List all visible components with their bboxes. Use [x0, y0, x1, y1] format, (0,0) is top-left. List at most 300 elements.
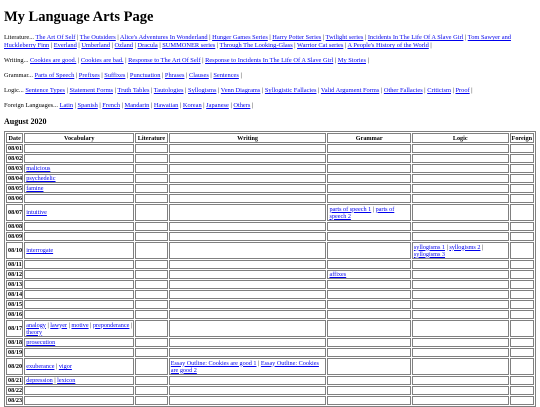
- vocabulary-cell: [24, 270, 134, 279]
- logic-cell: [412, 260, 509, 269]
- nav-link[interactable]: French: [102, 102, 121, 109]
- separator: |: [97, 102, 103, 109]
- nav-link[interactable]: Japanese: [206, 102, 229, 109]
- separator: |: [149, 87, 154, 94]
- nav-link[interactable]: Through The Looking-Glass: [219, 42, 293, 49]
- logic-cell: [412, 300, 509, 309]
- table-row: [6, 320, 534, 337]
- logic-cell: [412, 396, 509, 405]
- table-row: [6, 280, 534, 289]
- table-row: [6, 338, 534, 347]
- nav-link[interactable]: Syllogisms: [188, 87, 217, 94]
- vocabulary-cell: [24, 376, 134, 385]
- entry-link[interactable]: interrogate: [26, 247, 54, 254]
- grammar-cell: [327, 222, 410, 231]
- separator: |: [120, 102, 125, 109]
- logic-cell: [412, 280, 509, 289]
- vocabulary-cell: [24, 338, 134, 347]
- nav-link[interactable]: Criticism: [427, 87, 451, 94]
- grammar-cell: [327, 242, 410, 259]
- table-row: [6, 174, 534, 183]
- vocabulary-cell: [24, 204, 134, 221]
- table-row: [6, 376, 534, 385]
- grammar-cell: [327, 280, 410, 289]
- nav-link[interactable]: Response to Incidents In The Life Of A Slave Girl: [205, 57, 334, 64]
- writing-cell: [169, 164, 327, 173]
- vocabulary-cell: [24, 144, 134, 153]
- nav-link[interactable]: Parts of Speech: [34, 72, 75, 79]
- entry-link[interactable]: analogy: [26, 321, 46, 329]
- entry-link[interactable]: theory: [26, 328, 43, 336]
- table-row: [6, 358, 534, 375]
- entry-link[interactable]: Essay Outline: Cookies are good 1: [170, 359, 257, 367]
- nav-link[interactable]: Everland: [53, 42, 77, 49]
- table-row: [6, 222, 534, 231]
- literature-cell: [135, 396, 168, 405]
- nav-link[interactable]: Sentences: [213, 72, 239, 79]
- entry-link[interactable]: preponderance: [92, 321, 130, 329]
- separator: |: [88, 321, 93, 329]
- nav-line: [4, 57, 536, 65]
- date-cell: 08/15: [8, 301, 23, 308]
- separator: |: [250, 102, 254, 109]
- separator: |: [363, 34, 368, 41]
- entry-link[interactable]: lawyer: [50, 321, 68, 329]
- separator: |: [76, 57, 81, 64]
- nav-link[interactable]: The Art Of Self: [35, 34, 76, 41]
- literature-cell: [135, 154, 168, 163]
- date-cell: 08/08: [8, 223, 23, 230]
- table-row: [6, 310, 534, 319]
- vocabulary-cell: [24, 174, 134, 183]
- nav-prefix: Writing...: [4, 57, 29, 64]
- calendar-table: [4, 131, 536, 407]
- foreign-cell: [510, 144, 534, 153]
- nav-link[interactable]: Clauses: [188, 72, 209, 79]
- entry-link[interactable]: vigor: [58, 363, 72, 370]
- entry-link[interactable]: syllogisms 3: [413, 250, 446, 258]
- nav-link[interactable]: Sentence Types: [25, 87, 66, 94]
- logic-cell: [412, 320, 509, 337]
- separator: |: [256, 359, 261, 367]
- separator: |: [238, 72, 242, 79]
- literature-cell: [135, 194, 168, 203]
- logic-cell: [412, 242, 509, 259]
- writing-cell: [169, 386, 327, 395]
- grammar-cell: [327, 260, 410, 269]
- separator: |: [65, 87, 70, 94]
- entry-link[interactable]: prosecution: [26, 339, 56, 346]
- writing-cell: [169, 204, 327, 221]
- nav-link[interactable]: Korean: [182, 102, 202, 109]
- logic-cell: [412, 348, 509, 357]
- date-cell: 08/16: [8, 311, 23, 318]
- separator: |: [75, 34, 80, 41]
- table-row: [6, 232, 534, 241]
- entry-link[interactable]: famine: [26, 185, 44, 192]
- nav-link[interactable]: Punctuation: [129, 72, 161, 79]
- separator: |: [49, 42, 54, 49]
- nav-link[interactable]: Venn Diagrams: [220, 87, 261, 94]
- grammar-cell: [327, 174, 410, 183]
- vocabulary-cell: [24, 358, 134, 375]
- date-cell: 08/20: [6, 358, 23, 375]
- nav-link[interactable]: Valid Argument Forms: [320, 87, 380, 94]
- date-cell: 08/05: [8, 185, 23, 192]
- nav-link[interactable]: Phrases: [164, 72, 185, 79]
- grammar-cell: [327, 338, 410, 347]
- writing-cell: [169, 144, 327, 153]
- separator: |: [343, 42, 348, 49]
- table-row: [6, 194, 534, 203]
- literature-cell: [135, 338, 168, 347]
- entry-link[interactable]: depression: [26, 377, 53, 384]
- writing-cell: [169, 280, 327, 289]
- literature-cell: [135, 222, 168, 231]
- writing-cell: [169, 396, 327, 405]
- separator: |: [113, 87, 118, 94]
- grammar-cell: [327, 348, 410, 357]
- foreign-cell: [510, 232, 534, 241]
- nav-link[interactable]: Suffixes: [104, 72, 126, 79]
- literature-cell: [135, 260, 168, 269]
- literature-cell: [135, 376, 168, 385]
- foreign-cell: [510, 396, 534, 405]
- nav-link[interactable]: My Stories: [337, 57, 366, 64]
- nav-link[interactable]: Syllogistic Fallacies: [264, 87, 317, 94]
- separator: |: [157, 42, 163, 49]
- foreign-cell: [510, 338, 534, 347]
- separator: |: [366, 57, 369, 64]
- column-header: Writing: [169, 133, 327, 143]
- foreign-cell: [510, 280, 534, 289]
- column-header: Date: [6, 133, 23, 143]
- column-header: Foreign: [511, 134, 533, 142]
- nav-prefix: Literature...: [4, 34, 34, 41]
- separator: |: [184, 72, 189, 79]
- table-row: [6, 164, 534, 173]
- entry-link[interactable]: lexicon: [57, 377, 76, 384]
- grammar-cell: [327, 320, 410, 337]
- vocabulary-cell: [24, 222, 134, 231]
- writing-cell: [169, 338, 327, 347]
- logic-cell: [412, 204, 509, 221]
- nav-link[interactable]: Mandarin: [124, 102, 150, 109]
- foreign-cell: [510, 242, 534, 259]
- literature-cell: [135, 184, 168, 193]
- entry-link[interactable]: motive: [71, 321, 89, 329]
- grammar-cell: [327, 290, 410, 299]
- grammar-cell: [327, 194, 410, 203]
- nav-link[interactable]: Statement Forms: [69, 87, 114, 94]
- separator: |: [115, 34, 120, 41]
- date-cell: 08/09: [8, 233, 23, 240]
- date-cell: 08/12: [8, 271, 23, 278]
- separator: |: [200, 57, 206, 64]
- literature-cell: [135, 164, 168, 173]
- date-cell: 08/18: [8, 339, 23, 346]
- date-cell: 08/23: [8, 397, 23, 404]
- separator: |: [428, 42, 432, 49]
- vocabulary-cell: [24, 232, 134, 241]
- grammar-cell: [327, 154, 410, 163]
- nav-link[interactable]: Proof: [455, 87, 470, 94]
- vocabulary-cell: [24, 194, 134, 203]
- nav-link[interactable]: Incidents In The Life Of A Slave Girl: [367, 34, 464, 41]
- foreign-cell: [510, 386, 534, 395]
- date-cell: 08/21: [8, 377, 23, 384]
- date-cell: 08/01: [8, 145, 23, 152]
- writing-cell: [169, 358, 327, 375]
- separator: |: [292, 42, 298, 49]
- table-row: [6, 242, 534, 259]
- separator: |: [45, 321, 51, 329]
- table-header-row: [6, 133, 534, 143]
- writing-cell: [169, 260, 327, 269]
- table-row: [6, 260, 534, 269]
- column-header: Logic: [412, 133, 509, 143]
- separator: |: [201, 102, 207, 109]
- date-cell: 08/02: [8, 155, 23, 162]
- vocabulary-cell: [24, 300, 134, 309]
- logic-cell: [412, 222, 509, 231]
- foreign-cell: [510, 348, 534, 357]
- grammar-cell: [327, 184, 410, 193]
- logic-cell: [412, 194, 509, 203]
- table-row: [6, 184, 534, 193]
- writing-cell: [169, 348, 327, 357]
- separator: |: [422, 87, 428, 94]
- grammar-cell: [327, 386, 410, 395]
- grammar-cell: [327, 358, 410, 375]
- literature-cell: [135, 144, 168, 153]
- nav-sections: [4, 34, 536, 110]
- date-cell: 08/13: [8, 281, 23, 288]
- separator: |: [469, 87, 473, 94]
- logic-cell: [412, 184, 509, 193]
- nav-link[interactable]: Spanish: [77, 102, 98, 109]
- date-cell: 08/06: [8, 195, 23, 202]
- separator: |: [73, 102, 78, 109]
- entry-link[interactable]: syllogisms 2: [449, 243, 481, 251]
- foreign-cell: [510, 290, 534, 299]
- writing-cell: [169, 310, 327, 319]
- foreign-cell: [510, 300, 534, 309]
- nav-link[interactable]: Truth Tables: [117, 87, 150, 94]
- logic-cell: [412, 232, 509, 241]
- writing-cell: [169, 242, 327, 259]
- entry-link[interactable]: intuitive: [26, 209, 47, 216]
- literature-cell: [135, 280, 168, 289]
- logic-cell: [412, 164, 509, 173]
- nav-line: [4, 102, 536, 110]
- separator: |: [333, 57, 338, 64]
- grammar-cell: [327, 300, 410, 309]
- nav-link[interactable]: Other Fallacies: [383, 87, 423, 94]
- table-row: [6, 386, 534, 395]
- table-row: [6, 154, 534, 163]
- vocabulary-cell: [24, 348, 134, 357]
- separator: |: [54, 363, 59, 370]
- foreign-cell: [510, 376, 534, 385]
- entry-link[interactable]: Essay Outline: Cookies are good 2: [170, 359, 319, 374]
- entry-link[interactable]: psychedelic: [26, 175, 56, 182]
- foreign-cell: [510, 154, 534, 163]
- grammar-cell: [327, 396, 410, 405]
- date-cell: 08/19: [8, 349, 23, 356]
- separator: |: [215, 42, 220, 49]
- separator: |: [216, 87, 221, 94]
- nav-link[interactable]: A People's History of the World: [347, 42, 429, 49]
- nav-link[interactable]: Harry Potter Series: [272, 34, 322, 41]
- separator: |: [450, 87, 456, 94]
- nav-line: [4, 87, 536, 95]
- foreign-cell: [510, 204, 534, 221]
- vocabulary-cell: [24, 154, 134, 163]
- month-heading: August 2020: [4, 117, 47, 126]
- table-row: [6, 204, 534, 221]
- writing-cell: [169, 300, 327, 309]
- logic-cell: [412, 144, 509, 153]
- grammar-cell: [327, 232, 410, 241]
- entry-link[interactable]: exuberance: [26, 363, 55, 370]
- nav-link[interactable]: The Outsiders: [79, 34, 116, 41]
- nav-link[interactable]: Latin: [59, 102, 74, 109]
- table-row: [6, 396, 534, 405]
- grammar-cell: [327, 310, 410, 319]
- nav-link[interactable]: Dracula: [137, 42, 158, 49]
- separator: |: [463, 34, 468, 41]
- vocabulary-cell: [24, 320, 134, 337]
- nav-line: [4, 34, 536, 50]
- entry-link[interactable]: parts of speech 2: [329, 205, 395, 220]
- literature-cell: [135, 270, 168, 279]
- nav-link[interactable]: Warrior Cat series: [297, 42, 344, 49]
- nav-link[interactable]: Tautologies: [153, 87, 184, 94]
- nav-link[interactable]: Prefixes: [78, 72, 100, 79]
- writing-cell: [169, 184, 327, 193]
- nav-link[interactable]: Others: [233, 102, 251, 109]
- entry-link[interactable]: malicious: [26, 165, 51, 172]
- nav-link[interactable]: SUMMONER series: [162, 42, 216, 49]
- nav-link[interactable]: Umberland: [81, 42, 111, 49]
- foreign-cell: [510, 358, 534, 375]
- writing-cell: [169, 290, 327, 299]
- nav-link[interactable]: Cookies are bad.: [80, 57, 124, 64]
- separator: |: [260, 87, 265, 94]
- foreign-cell: [510, 270, 534, 279]
- vocabulary-cell: [24, 260, 134, 269]
- nav-prefix: Grammar...: [4, 72, 33, 79]
- column-header: Literature: [135, 133, 168, 143]
- separator: |: [316, 87, 321, 94]
- nav-prefix: Foreign Languages...: [4, 102, 58, 109]
- separator: |: [321, 34, 326, 41]
- grammar-cell: [327, 204, 410, 221]
- date-cell: 08/17: [6, 320, 23, 337]
- separator: |: [160, 72, 165, 79]
- vocabulary-cell: [24, 184, 134, 193]
- table-body: [6, 144, 534, 405]
- separator: |: [371, 205, 376, 213]
- foreign-cell: [510, 164, 534, 173]
- date-cell: 08/22: [8, 387, 23, 394]
- logic-cell: [412, 358, 509, 375]
- separator: |: [267, 34, 273, 41]
- table-row: [6, 348, 534, 357]
- separator: |: [123, 57, 129, 64]
- logic-cell: [412, 154, 509, 163]
- vocabulary-cell: [24, 280, 134, 289]
- grammar-cell: [327, 164, 410, 173]
- nav-link[interactable]: Tom Sawyer and Huckleberry Finn: [4, 34, 511, 49]
- separator: |: [74, 72, 79, 79]
- grammar-cell: [327, 144, 410, 153]
- separator: |: [208, 72, 214, 79]
- literature-cell: [135, 320, 168, 337]
- date-cell: 08/07: [6, 204, 23, 221]
- writing-cell: [169, 232, 327, 241]
- separator: |: [76, 42, 82, 49]
- logic-cell: [412, 386, 509, 395]
- nav-link[interactable]: Twilight series: [325, 34, 364, 41]
- vocabulary-cell: [24, 290, 134, 299]
- writing-cell: [169, 376, 327, 385]
- writing-cell: [169, 320, 327, 337]
- separator: |: [52, 377, 58, 384]
- logic-cell: [412, 338, 509, 347]
- nav-link[interactable]: Ozland: [114, 42, 134, 49]
- vocabulary-cell: [24, 242, 134, 259]
- separator: |: [228, 102, 234, 109]
- writing-cell: [169, 194, 327, 203]
- logic-cell: [412, 310, 509, 319]
- separator: |: [133, 42, 138, 49]
- literature-cell: [135, 242, 168, 259]
- entry-link[interactable]: parts of speech 1: [329, 205, 372, 213]
- nav-link[interactable]: Hunger Games Series: [212, 34, 268, 41]
- writing-cell: [169, 154, 327, 163]
- nav-link[interactable]: Cookies are good.: [30, 57, 77, 64]
- entry-link[interactable]: syllogisms 1: [413, 243, 446, 251]
- column-header: Grammar: [327, 133, 410, 143]
- foreign-cell: [510, 320, 534, 337]
- literature-cell: [135, 348, 168, 357]
- separator: |: [207, 34, 213, 41]
- nav-link[interactable]: Response to The Art Of Self: [128, 57, 201, 64]
- separator: |: [379, 87, 384, 94]
- separator: |: [183, 87, 189, 94]
- date-cell: 08/03: [8, 165, 23, 172]
- nav-link[interactable]: Alice's Adventures In Wonderland: [119, 34, 208, 41]
- date-cell: 08/04: [8, 175, 23, 182]
- nav-link[interactable]: Hawaiian: [153, 102, 179, 109]
- separator: |: [125, 72, 130, 79]
- date-cell: 08/10: [6, 242, 23, 259]
- literature-cell: [135, 290, 168, 299]
- foreign-cell: [510, 260, 534, 269]
- literature-cell: [135, 386, 168, 395]
- separator: |: [149, 102, 154, 109]
- separator: |: [129, 321, 133, 329]
- writing-cell: [169, 222, 327, 231]
- table-row: [6, 144, 534, 153]
- vocabulary-cell: [24, 386, 134, 395]
- entry-link[interactable]: affixes: [329, 271, 347, 278]
- separator: |: [480, 243, 484, 251]
- literature-cell: [135, 310, 168, 319]
- date-cell: 08/11: [8, 261, 22, 268]
